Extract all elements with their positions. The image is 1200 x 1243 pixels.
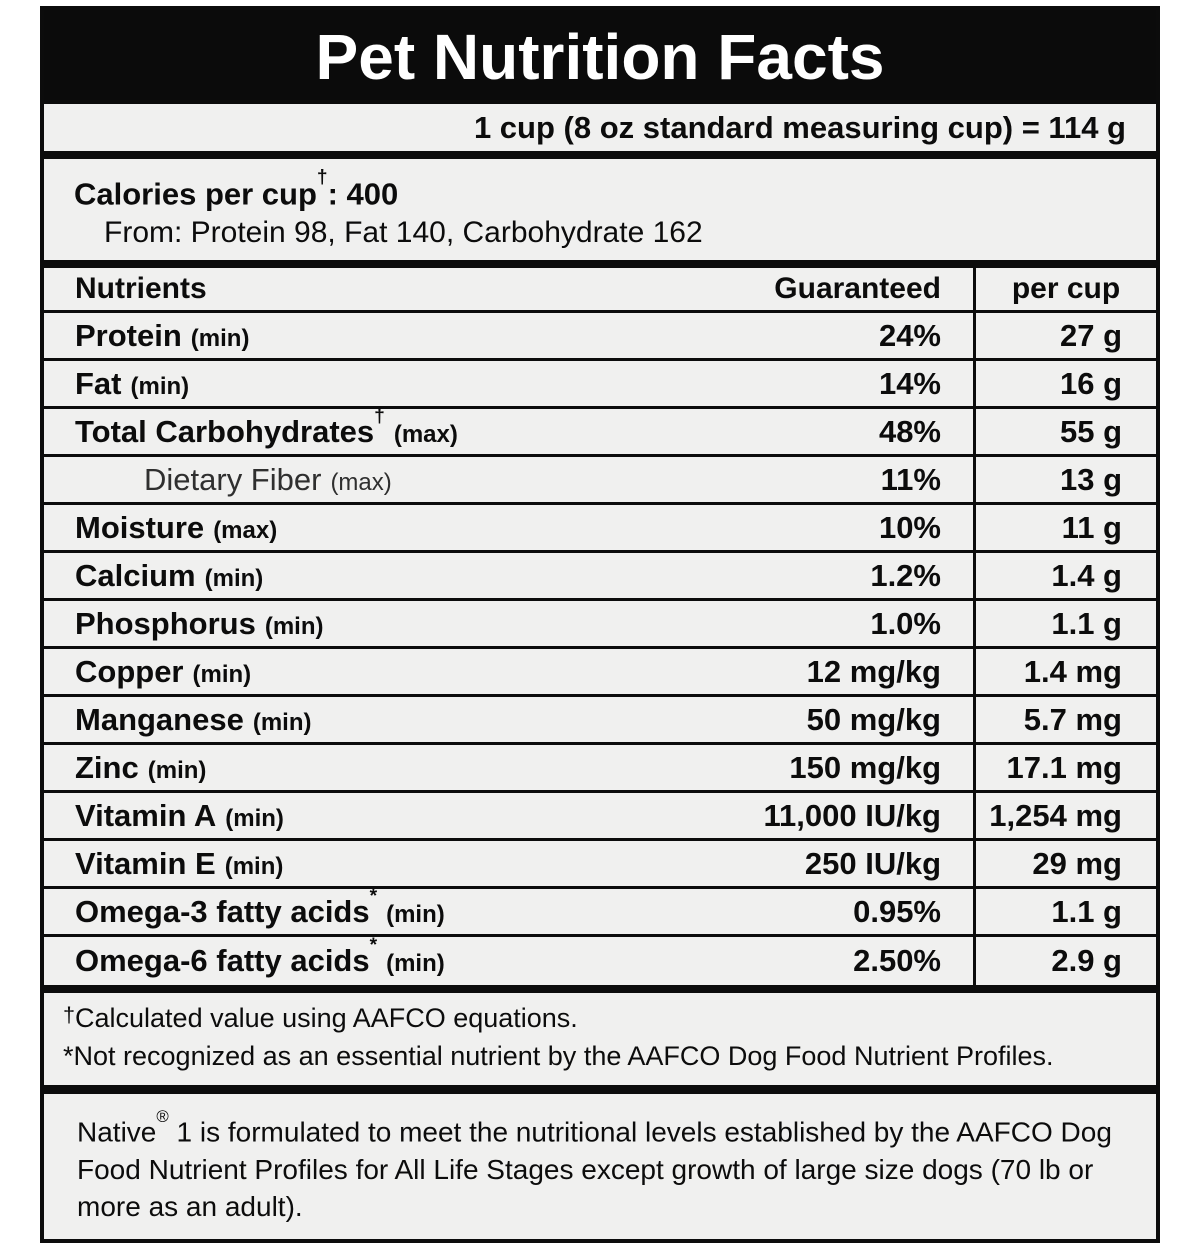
registered-mark: ® <box>156 1107 169 1127</box>
footnote-asterisk <box>63 1038 1136 1075</box>
table-row-moisture <box>44 505 1156 553</box>
title-bar <box>44 10 1156 104</box>
guaranteed-value: 10% <box>878 509 941 545</box>
footnote-dagger <box>63 1000 1136 1038</box>
per-cup-cell <box>976 313 1156 358</box>
per-cup-value: 5.7 mg <box>1023 701 1122 737</box>
asterisk-symbol: * <box>63 1041 74 1072</box>
nutrient-name <box>75 846 283 882</box>
calories-section <box>44 159 1156 268</box>
nutrient-name <box>75 750 206 786</box>
nutrient-name-text: Copper <box>75 653 184 689</box>
row-main-cell <box>44 885 976 934</box>
nutrient-name <box>75 702 312 738</box>
guaranteed-value: 2.50% <box>853 943 941 979</box>
nutrient-name <box>144 462 392 498</box>
guaranteed-value: 0.95% <box>853 893 941 929</box>
nutrient-qualifier: (min) <box>204 564 264 592</box>
table-row-omega-3 <box>44 885 1156 937</box>
header-guaranteed: Guaranteed <box>774 272 941 306</box>
nutrient-name <box>75 366 189 402</box>
nutrient-qualifier: (min) <box>225 804 284 832</box>
nutrient-name-text: Calcium <box>75 557 196 593</box>
table-row-vitamin-e <box>44 841 1156 889</box>
per-cup-cell <box>976 745 1156 790</box>
nutrient-name <box>75 318 249 354</box>
nutrient-qualifier: (min) <box>192 660 252 688</box>
nutrient-qualifier: (max) <box>330 468 392 496</box>
table-row-omega-6 <box>44 937 1156 985</box>
per-cup-value: 1.1 g <box>1051 893 1122 929</box>
nutrient-name-text: Protein <box>75 317 182 353</box>
nutrient-qualifier: (min) <box>130 372 190 400</box>
table-row-total-carbohydrates <box>44 405 1156 457</box>
nutrient-name-text: Zinc <box>75 749 139 785</box>
table-row-vitamin-a <box>44 793 1156 841</box>
footnotes-section <box>44 993 1156 1094</box>
header-per-cup-label: per cup <box>1011 272 1121 306</box>
nutrient-name <box>75 405 458 450</box>
per-cup-value: 17.1 mg <box>1006 749 1122 785</box>
per-cup-cell <box>976 697 1156 742</box>
per-cup-value: 2.9 g <box>1051 943 1122 979</box>
per-cup-cell <box>976 793 1156 838</box>
guaranteed-value: 250 IU/kg <box>804 845 941 881</box>
row-main-cell <box>44 457 976 502</box>
statement-section <box>44 1094 1156 1238</box>
row-main-cell <box>44 405 976 454</box>
header-main-cell <box>44 268 976 310</box>
per-cup-cell <box>976 889 1156 934</box>
guaranteed-value: 11% <box>880 461 941 497</box>
per-cup-cell <box>976 841 1156 886</box>
per-cup-value: 1.1 g <box>1051 605 1122 641</box>
nutrient-qualifier: (min) <box>147 756 207 784</box>
guaranteed-value: 48% <box>878 413 941 449</box>
row-main-cell <box>44 361 976 406</box>
nutrient-name-text: Vitamin A <box>75 797 217 833</box>
calories-dagger: † <box>316 167 328 189</box>
table-row-calcium <box>44 553 1156 601</box>
nutrient-name <box>75 558 263 594</box>
nutrient-name-text: Omega-3 fatty acids <box>75 893 370 929</box>
per-cup-cell <box>976 601 1156 646</box>
calories-label: Calories per cup <box>74 176 317 212</box>
guaranteed-value: 1.0% <box>870 605 941 641</box>
nutrient-name-text: Dietary Fiber <box>144 461 322 497</box>
per-cup-value: 27 g <box>1059 317 1122 353</box>
per-cup-value: 13 g <box>1059 461 1122 497</box>
per-cup-value: 1,254 mg <box>989 797 1122 833</box>
per-cup-value: 11 g <box>1061 509 1122 545</box>
row-main-cell <box>44 937 976 985</box>
nutrient-qualifier: (max) <box>213 516 278 544</box>
row-main-cell <box>44 553 976 598</box>
nutrient-name <box>75 935 445 979</box>
nutrient-name <box>75 885 445 930</box>
table-row-phosphorus <box>44 601 1156 649</box>
table-row-dietary-fiber <box>44 457 1156 505</box>
brand-name: Native <box>77 1116 157 1148</box>
row-main-cell <box>44 745 976 790</box>
nutrition-label <box>40 6 1160 1243</box>
nutrient-name-text: Manganese <box>75 701 244 737</box>
per-cup-value: 16 g <box>1059 365 1122 401</box>
nutrient-name-sup: † <box>374 405 385 427</box>
footnote-text: Calculated value using AAFCO equations. <box>75 1003 578 1034</box>
dagger-symbol: † <box>63 1001 76 1027</box>
per-cup-cell <box>976 409 1156 454</box>
calories-value: : 400 <box>327 176 399 212</box>
footnote-text: Not recognized as an essential nutrient by the AAFCO Dog Food Nutrient Profiles. <box>73 1041 1054 1072</box>
per-cup-value: 1.4 g <box>1051 557 1122 593</box>
row-main-cell <box>44 313 976 358</box>
statement-body: 1 is formulated to meet the nutritional levels established by the AAFCO Dog Food Nutrient Profiles for All Life Stages except growth of large size dogs (70 lb or more as an adult). <box>77 1116 1112 1222</box>
nutrient-name-text: Total Carbohydrates <box>75 413 375 449</box>
nutrient-name <box>75 654 251 690</box>
row-main-cell <box>44 505 976 550</box>
serving-size-row <box>44 104 1156 159</box>
nutrient-name-text: Phosphorus <box>75 605 256 641</box>
guaranteed-value: 150 mg/kg <box>789 749 941 785</box>
table-row-copper <box>44 649 1156 697</box>
table-row-zinc <box>44 745 1156 793</box>
nutrient-qualifier: (max) <box>393 420 458 448</box>
statement-text <box>77 1107 1138 1224</box>
header-per-cup <box>976 268 1156 310</box>
nutrients-table <box>44 268 1156 993</box>
nutrient-qualifier: (min) <box>386 900 445 928</box>
row-main-cell <box>44 697 976 742</box>
row-main-cell <box>44 841 976 886</box>
per-cup-cell <box>976 505 1156 550</box>
guaranteed-value: 11,000 IU/kg <box>763 797 941 833</box>
nutrient-name <box>75 798 284 834</box>
nutrient-qualifier: (min) <box>386 950 445 978</box>
table-row-fat <box>44 361 1156 409</box>
header-nutrients: Nutrients <box>75 272 207 306</box>
guaranteed-value: 1.2% <box>870 557 941 593</box>
per-cup-cell <box>976 553 1156 598</box>
calories-from-line: From: Protein 98, Fat 140, Carbohydrate 162 <box>104 216 703 250</box>
per-cup-cell <box>976 649 1156 694</box>
table-row-manganese <box>44 697 1156 745</box>
table-row-protein <box>44 313 1156 361</box>
nutrient-name-sup: * <box>369 885 378 907</box>
nutrient-name-sup: * <box>369 935 378 957</box>
nutrient-qualifier: (min) <box>264 612 324 640</box>
table-header-row <box>44 268 1156 313</box>
guaranteed-value: 50 mg/kg <box>806 701 941 737</box>
row-main-cell <box>44 601 976 646</box>
calories-line <box>74 168 1156 214</box>
serving-size-text: 1 cup (8 oz standard measuring cup) = 114 g <box>473 109 1126 145</box>
per-cup-value: 1.4 mg <box>1023 653 1122 689</box>
label-title: Pet Nutrition Facts <box>315 21 885 93</box>
per-cup-cell <box>976 937 1156 985</box>
per-cup-value: 55 g <box>1059 413 1122 449</box>
nutrient-name-text: Fat <box>75 365 122 401</box>
nutrient-name <box>75 606 324 642</box>
row-main-cell <box>44 793 976 838</box>
per-cup-value: 29 mg <box>1032 845 1122 881</box>
guaranteed-value: 12 mg/kg <box>806 653 941 689</box>
row-main-cell <box>44 649 976 694</box>
nutrient-qualifier: (min) <box>190 324 250 352</box>
per-cup-cell <box>976 361 1156 406</box>
nutrient-qualifier: (min) <box>224 852 284 880</box>
nutrient-name-text: Moisture <box>75 509 205 545</box>
per-cup-cell <box>976 457 1156 502</box>
nutrient-name <box>75 510 277 546</box>
nutrient-name-text: Vitamin E <box>75 845 216 881</box>
guaranteed-value: 14% <box>878 365 941 401</box>
guaranteed-value: 24% <box>878 317 941 353</box>
nutrient-qualifier: (min) <box>252 708 312 736</box>
nutrient-name-text: Omega-6 fatty acids <box>75 943 370 979</box>
